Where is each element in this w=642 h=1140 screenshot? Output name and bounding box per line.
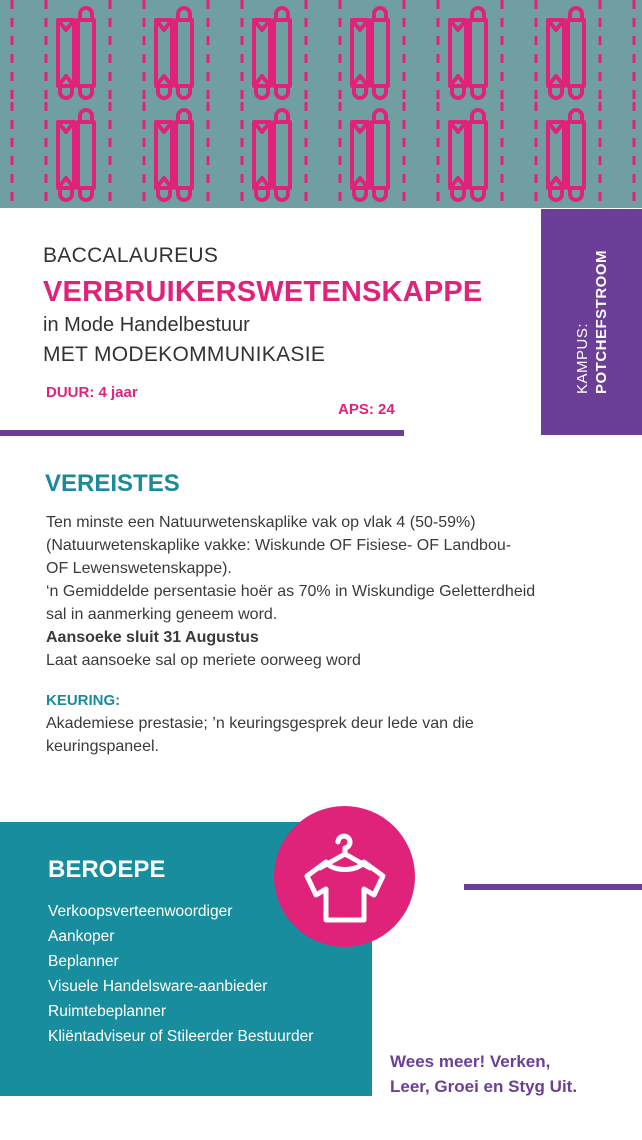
book-pattern-icon [144, 0, 208, 106]
degree-track: MET MODEKOMMUNIKASIE [43, 343, 326, 366]
divider-rule [0, 430, 404, 436]
requirements-line: (Natuurwetenskaplike vakke: Wiskunde OF Fisiese- OF Landbou- [46, 537, 512, 554]
requirements-line: OF Lewenswetenskappe). [46, 560, 232, 577]
book-pattern-icon [46, 0, 110, 106]
slogan-line: Leer, Groei en Styg Uit. [390, 1077, 578, 1096]
application-deadline: Aansoeke sluit 31 Augustus [46, 629, 259, 646]
campus-name: POTCHEFSTROOM [592, 250, 610, 394]
selection-line: keuringspaneel. [46, 738, 159, 755]
book-pattern-icon [0, 0, 12, 106]
duration-label: DUUR: [46, 384, 95, 401]
career-item: Kliëntadviseur of Stileerder Bestuurder [48, 1028, 314, 1045]
requirements-body [46, 511, 606, 672]
book-pattern-icon [340, 102, 404, 208]
requirements-heading: VEREISTES [45, 470, 180, 497]
campus-label: KAMPUS: [573, 322, 591, 394]
career-item: Aankoper [48, 928, 115, 945]
open-book-pattern [0, 0, 642, 208]
requirements-line: Ten minste een Natuurwetenskaplike vak op vlak 4 (50-59%) [46, 514, 476, 531]
career-item: Ruimtebeplanner [48, 1003, 167, 1020]
duration [46, 384, 138, 401]
book-pattern-icon [242, 102, 306, 208]
book-pattern-icon [0, 102, 12, 208]
degree-specialisation: in Mode Handelbestuur [43, 314, 250, 336]
career-item: Visuele Handelsware-aanbieder [48, 978, 268, 995]
book-pattern-icon [340, 0, 404, 106]
duration-value: 4 jaar [98, 384, 138, 401]
book-pattern-icon [144, 102, 208, 208]
book-pattern-icon [634, 0, 642, 106]
divider-rule-right [464, 884, 642, 890]
campus-panel [541, 209, 642, 435]
book-pattern-icon [438, 102, 502, 208]
requirements-line: ‘n Gemiddelde persentasie hoër as 70% in Wiskundige Geletterdheid [46, 583, 536, 600]
aps-score: APS: 24 [338, 401, 395, 418]
book-pattern-icon [46, 102, 110, 208]
book-pattern-icon [242, 0, 306, 106]
degree-level: BACCALAUREUS [43, 244, 219, 267]
shirt-on-hanger-icon [274, 806, 415, 947]
campus-text [573, 250, 611, 394]
late-applications-note: Laat aansoeke sal op meriete oorweeg word [46, 652, 361, 669]
book-pattern-icon [438, 0, 502, 106]
book-pattern-icon [536, 102, 600, 208]
selection-line: Akademiese prestasie; ’n keuringsgesprek deur lede van die [46, 715, 474, 732]
selection-heading: KEURING: [46, 692, 121, 709]
careers-heading: BEROEPE [48, 856, 166, 883]
books-pattern-banner [0, 0, 642, 208]
requirements-line: sal in aanmerking geneem word. [46, 606, 278, 623]
career-item: Beplanner [48, 953, 119, 970]
book-pattern-icon [536, 0, 600, 106]
slogan-line: Wees meer! Verken, [390, 1052, 551, 1071]
degree-field: VERBRUIKERSWETENSKAPPE [43, 276, 483, 308]
career-item: Verkoopsverteenwoordiger [48, 903, 233, 920]
book-pattern-icon [634, 102, 642, 208]
slogan [390, 1049, 577, 1099]
shirt-badge [274, 806, 415, 947]
selection-body [46, 712, 606, 758]
